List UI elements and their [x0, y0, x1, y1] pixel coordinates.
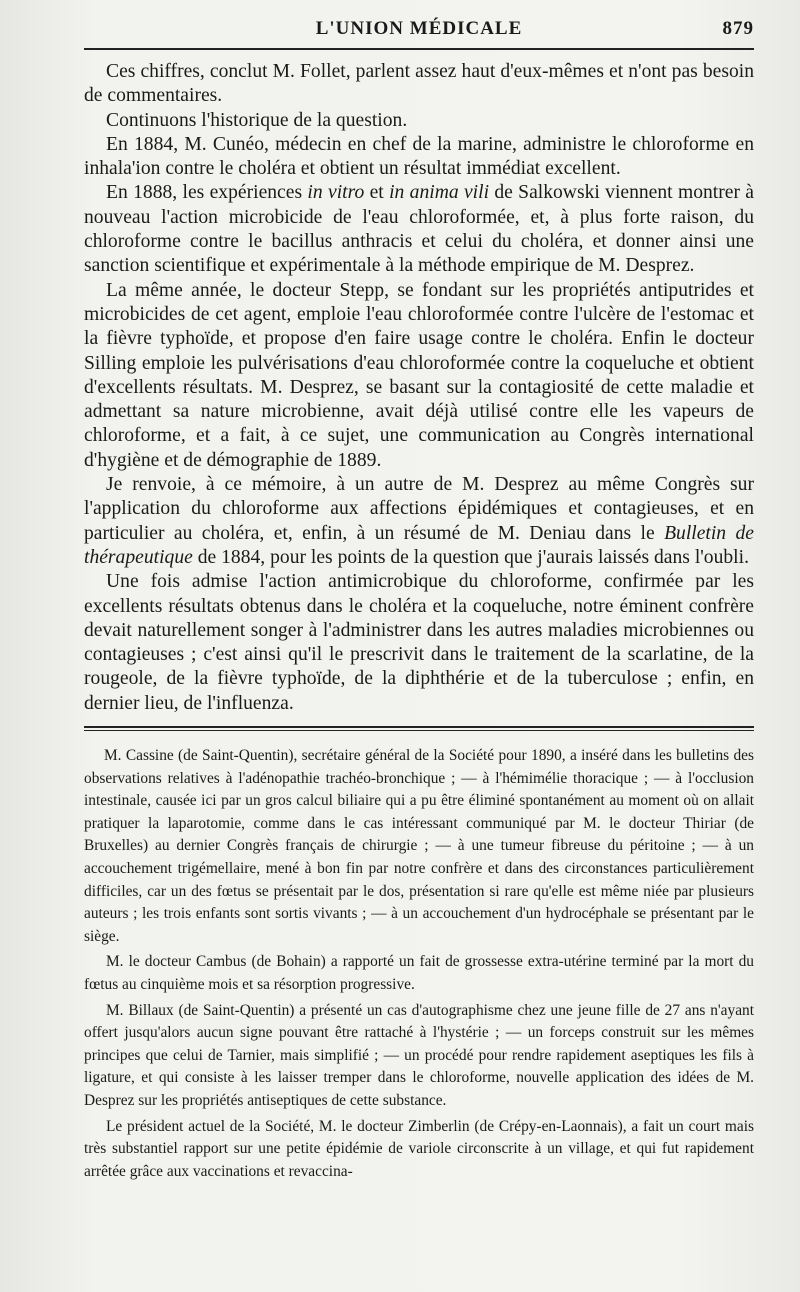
paragraph: La même année, le docteur Stepp, se fondant sur les propriétés antiputrides et microbicides de cet agent, emploie l'eau chloroformée contre l'ulcère de l'estomac et la fièvre typhoïde, et propose d'en faire usage contre le choléra. Enfin le docteur Silling emploie les pulvérisations d'eau chloroformée contre la coqueluche et obtient d'excellents résultats. M. Desprez, se basant sur la contagiosité de cette maladie et admettant sa nature microbienne, avait déjà utilisé contre elle les vapeurs de chloroforme, et a fait, à ce sujet, une communication au Congrès international d'hygiène et de démographie de 1889.: [84, 279, 754, 471]
page-number: 879: [722, 18, 754, 39]
italic-term: in anima vili: [389, 182, 490, 204]
text-run: et: [364, 182, 390, 204]
italic-title: Bulletin de thérapeutique: [84, 522, 754, 568]
italic-term: in vitro: [307, 182, 365, 204]
section-divider: [84, 726, 754, 731]
footnote-paragraph: M. Billaux (de Saint-Quentin) a présenté un cas d'autographisme chez une jeune fille de 27 ans n'ayant offert jusqu'alors aucun signe pouvant être rattaché à l'hystérie ; — un forceps construit sur les mêmes principes que celui de Tarnier, mais simplifié ; — un procédé pour rendre rapidement aseptiques les fils à ligature, et qui consiste à les laisser tremper dans le chloroforme, nouvelle application des idées de M. Desprez sur les propriétés antiseptiques de cette substance.: [84, 1001, 754, 1109]
paragraph: Une fois admise l'action antimicrobique du chloroforme, confirmée par les excellents résultats obtenus dans le choléra et la coqueluche, notre éminent confrère devait naturellement songer à l'administrer dans les autres maladies microbiennes ou contagieuses ; c'est ainsi qu'il le prescrivit dans le traitement de la scarlatine, de la rougeole, de la fièvre typhoïde, de la diphthérie et de la tuberculose ; enfin, en dernier lieu, de l'influenza.: [84, 571, 754, 714]
footnote-paragraph: M. le docteur Cambus (de Bohain) a rapporté un fait de grossesse extra-utérine terminé par la mort du fœtus au cinquième mois et sa résorption progressive.: [84, 953, 754, 993]
running-header: [84, 14, 754, 48]
text-run: En 1888, les expériences: [106, 182, 308, 204]
paragraph: En 1884, M. Cunéo, médecin en chef de la marine, administre le chloroforme en inhala'ion contre le choléra et obtient un résultat immédiat excellent.: [84, 133, 754, 180]
paragraph: Continuons l'historique de la question.: [106, 109, 408, 131]
paragraph: [84, 181, 754, 278]
text-run: de 1884, pour les points de la question que j'aurais laissés dans l'oubli.: [192, 546, 749, 568]
footnote-paragraph: Le président actuel de la Société, M. le docteur Zimberlin (de Crépy-en-Laonnais), a fait un court mais très substantiel rapport sur une petite épidémie de variole circonscrite à un village, et qui fut rapidement arrêtée grâce aux vaccinations et revaccina-: [84, 1117, 754, 1180]
text-run: de Salkowski viennent montrer à nouveau l'action microbicide de l'eau chloroformée, et, à plus forte raison, du chloroforme contre le bacillus anthracis et celui du choléra, et donner ainsi une sanction scientifique et expérimentale à la méthode empirique de M. Desprez.: [84, 182, 755, 277]
main-text: [84, 60, 754, 716]
footnote-section: [84, 745, 754, 1183]
header-rule: [84, 48, 754, 50]
paragraph: Ces chiffres, conclut M. Follet, parlent assez haut d'eux-mêmes et n'ont pas besoin de commentaires.: [84, 61, 754, 107]
paragraph: [84, 473, 754, 570]
text-run: Je renvoie, à ce mémoire, à un autre de M. Desprez au même Congrès sur l'application du chloroforme aux affections épidémiques et contagieuses, et en particulier au choléra, et, enfin, à un résumé de M. Deniau dans le: [84, 474, 754, 544]
journal-title: L'UNION MÉDICALE: [315, 18, 523, 39]
footnote-paragraph: M. Cassine (de Saint-Quentin), secrétaire général de la Société pour 1890, a inséré dans les bulletins des observations relatives à l'adénopathie trachéo-bronchique ; — à l'hémimélie thoracique ; — à l'occlusion intestinale, causée ici par un gros calcul biliaire qui a pu être éliminé spontanément au moment où on allait pratiquer la laparotomie, comme dans le cas intéressant communiqué par M. le docteur Thiriar (de Bruxelles) au dernier Congrès français de chirurgie ; — à une tumeur fibreuse du péritoine ; — à un accouchement trigémellaire, mené à bon fin par notre confrère et dans des circonstances particulièrement difficiles, car un des fœtus se présentait par le dos, présentation si rare qu'elle est même niée par plusieurs auteurs ; les trois enfants sont sortis vivants ; — à un accouchement d'un hydrocéphale se présentant par le siège.: [84, 747, 754, 945]
